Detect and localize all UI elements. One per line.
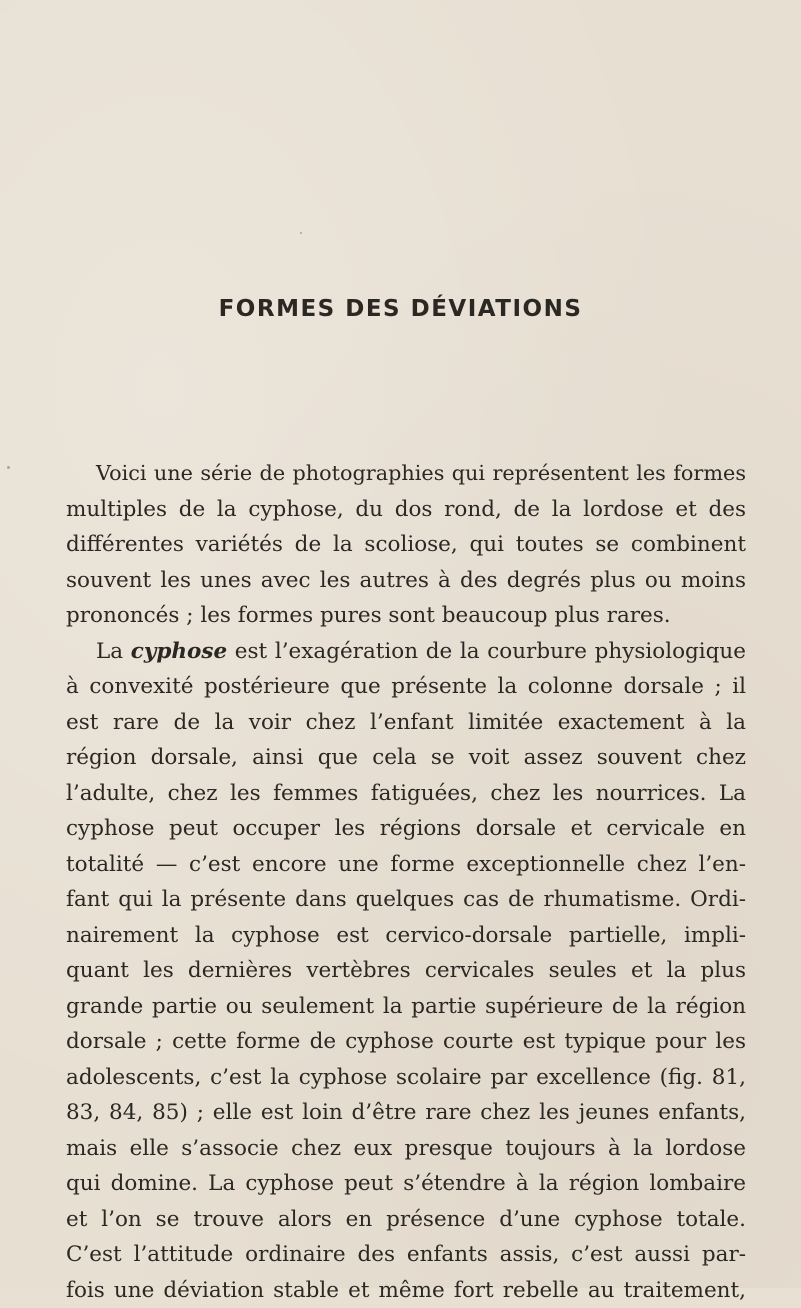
text-line: souvent les unes avec les autres à des degrés plus ou moins [66, 563, 746, 599]
text-line: fant qui la présente dans quelques cas de rhumatisme. Ordi- [66, 882, 746, 918]
text-line: adolescents, c’est la cyphose scolaire par excellence (fig. 81, [66, 1060, 746, 1096]
section-heading: FORMES DES DÉVIATIONS [0, 296, 801, 322]
text-fragment: est l’exagération de la courbure physiologique [227, 639, 746, 664]
text-line: l’adulte, chez les femmes fatiguées, chez les nourrices. La [66, 776, 746, 812]
text-line: quant les dernières vertèbres cervicales seules et la plus [66, 953, 746, 989]
text-line: fois une déviation stable et même fort rebelle au traitement, [66, 1273, 746, 1308]
text-line: dorsale ; cette forme de cyphose courte est typique pour les [66, 1024, 746, 1060]
text-line: région dorsale, ainsi que cela se voit assez souvent chez [66, 740, 746, 776]
text-line: qui domine. La cyphose peut s’étendre à la région lombaire [66, 1166, 746, 1202]
paragraph-1 [66, 456, 746, 634]
text-fragment: La [96, 639, 131, 664]
text-line: à convexité postérieure que présente la colonne dorsale ; il [66, 669, 746, 705]
text-line: différentes variétés de la scoliose, qui toutes se combinent [66, 527, 746, 563]
paper-speck [7, 466, 10, 469]
text-line: mais elle s’associe chez eux presque toujours à la lordose [66, 1131, 746, 1167]
text-line: multiples de la cyphose, du dos rond, de la lordose et des [66, 492, 746, 528]
text-line: nairement la cyphose est cervico-dorsale partielle, impli- [66, 918, 746, 954]
text-line: C’est l’attitude ordinaire des enfants assis, c’est aussi par- [66, 1237, 746, 1273]
text-line: est rare de la voir chez l’enfant limitée exactement à la [66, 705, 746, 741]
paragraph-2 [66, 634, 746, 1308]
text-line: et l’on se trouve alors en présence d’une cyphose totale. [66, 1202, 746, 1238]
paper-speck [300, 232, 302, 234]
paper-speck [436, 1218, 439, 1221]
text-line: totalité — c’est encore une forme exceptionnelle chez l’en- [66, 847, 746, 883]
text-line: Voici une série de photographies qui représentent les formes [66, 456, 746, 492]
text-line: grande partie ou seulement la partie supérieure de la région [66, 989, 746, 1025]
text-line [66, 634, 746, 670]
text-line: 83, 84, 85) ; elle est loin d’être rare chez les jeunes enfants, [66, 1095, 746, 1131]
text-line: cyphose peut occuper les régions dorsale et cervicale en [66, 811, 746, 847]
emphasized-term: cyphose [131, 639, 227, 664]
body-text [66, 456, 746, 1308]
text-line: prononcés ; les formes pures sont beaucoup plus rares. [66, 598, 746, 634]
